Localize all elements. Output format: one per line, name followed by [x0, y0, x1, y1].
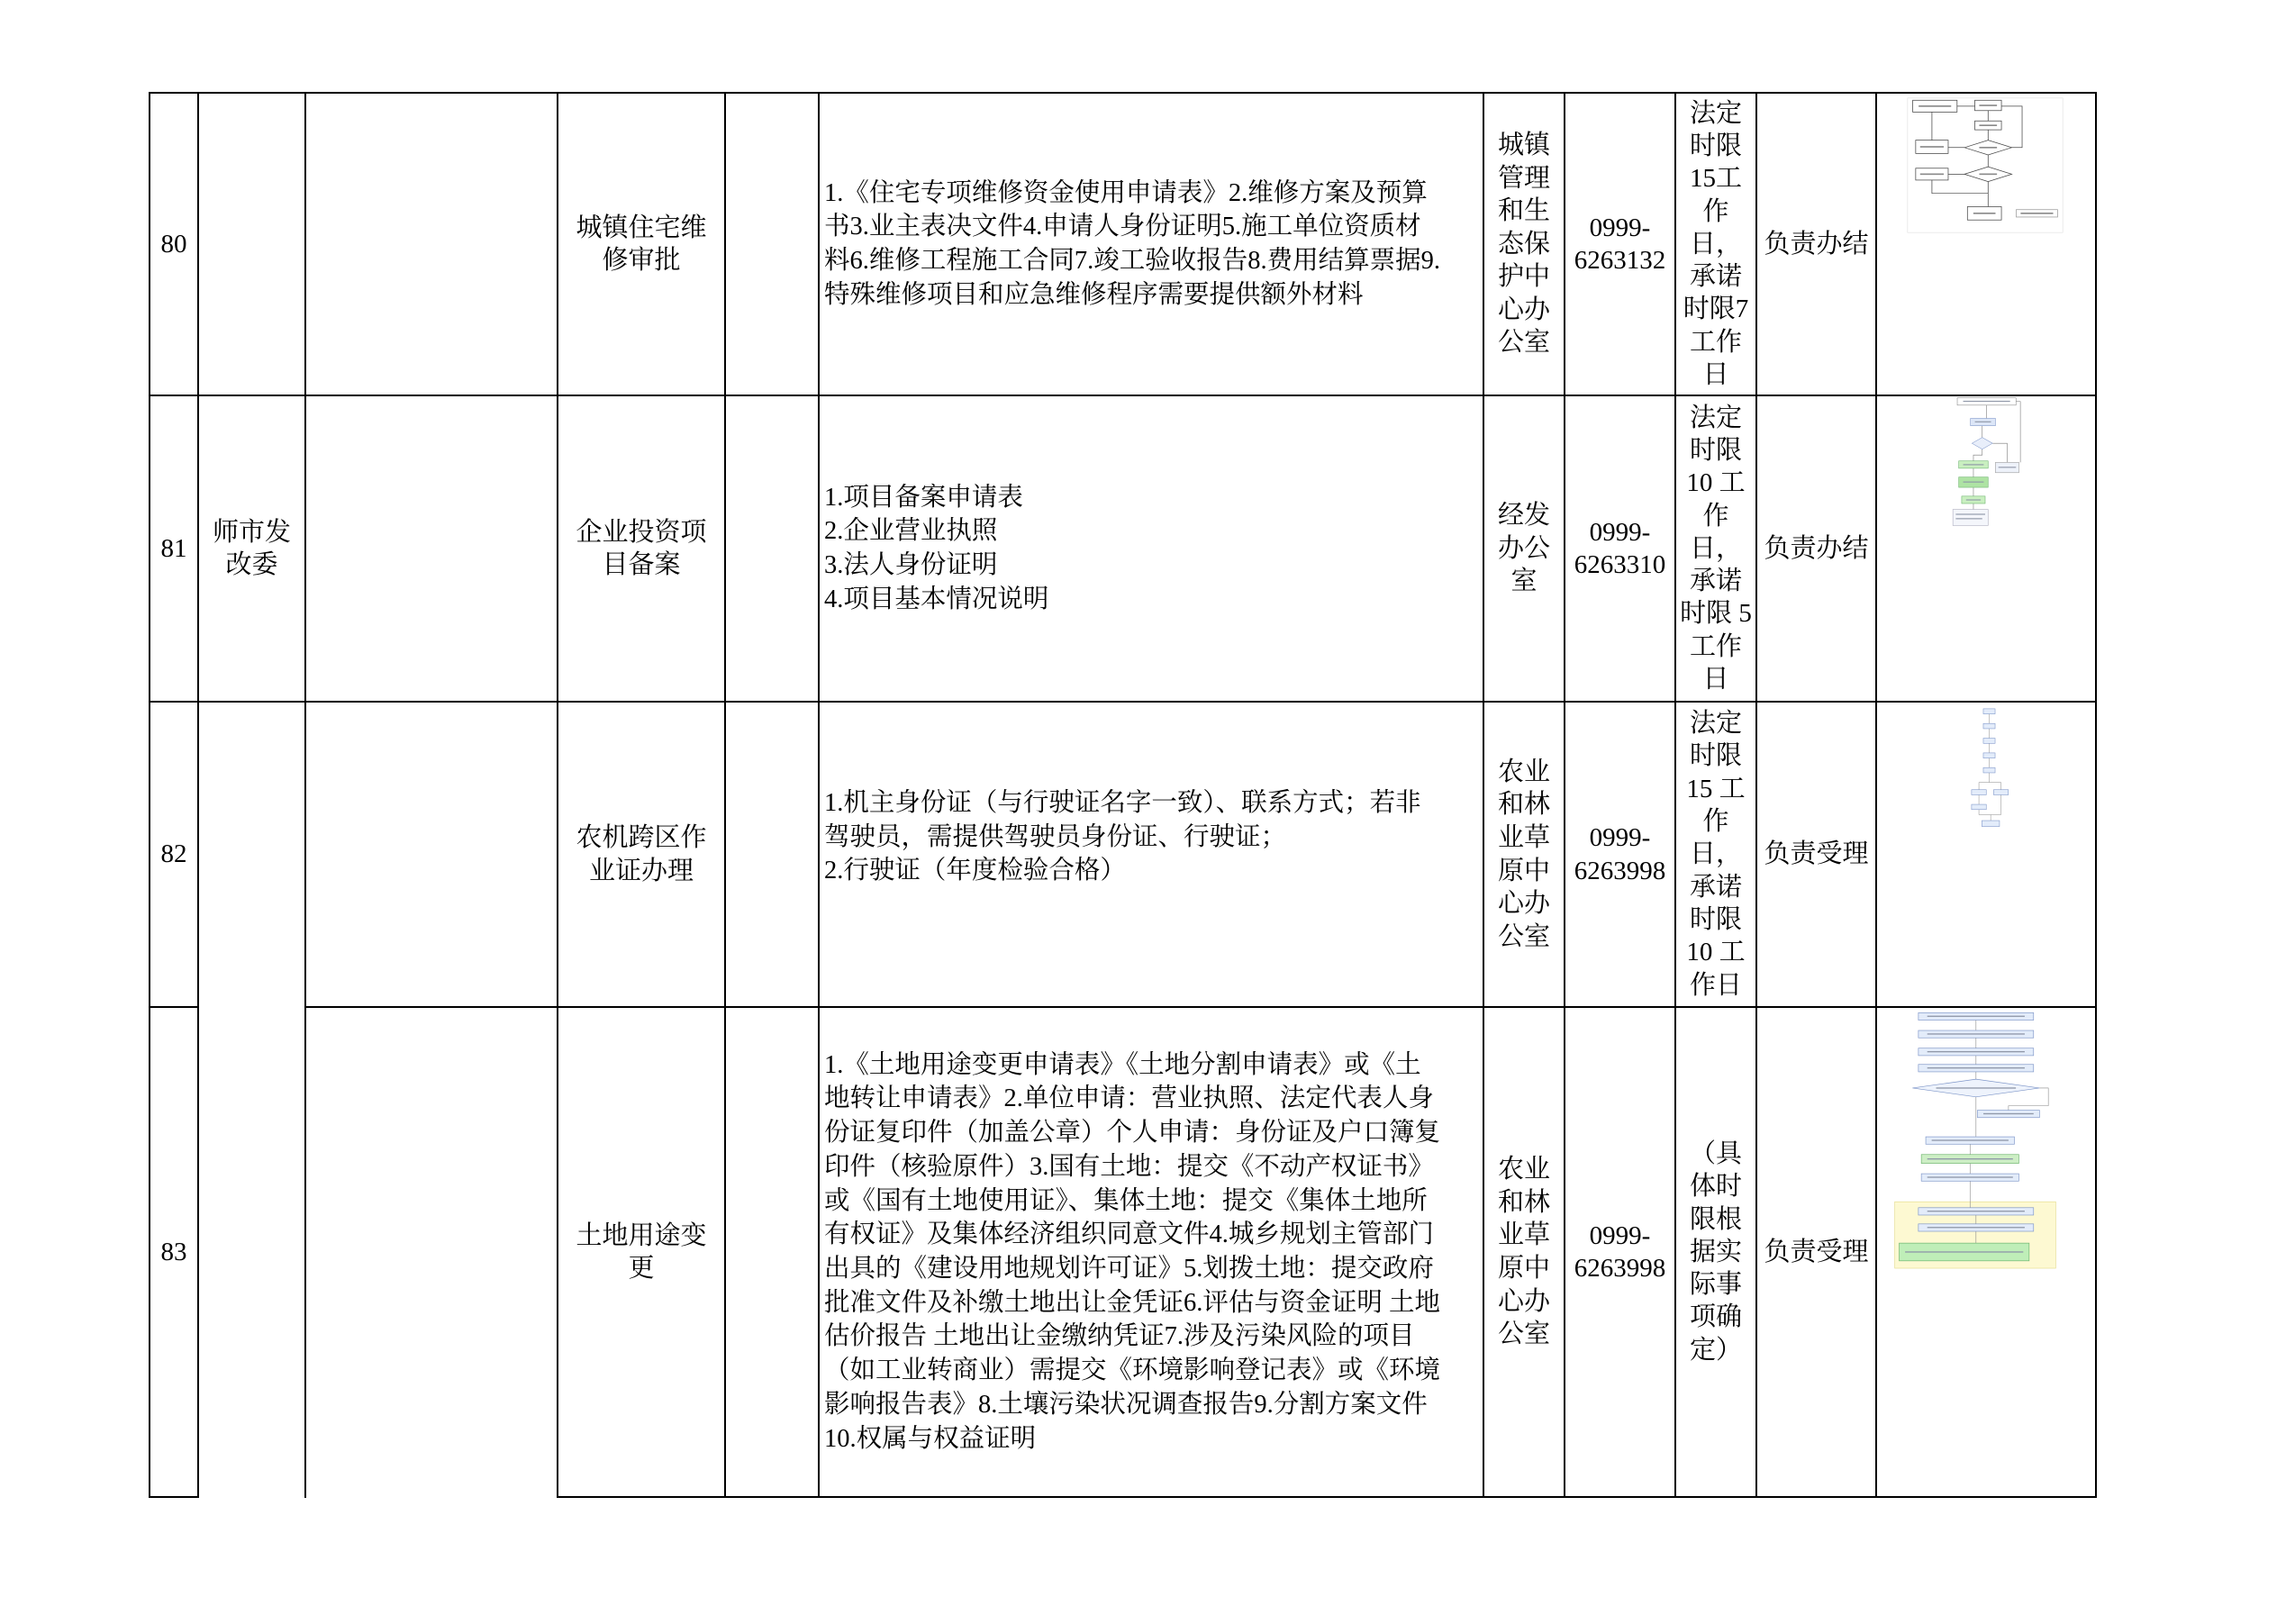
row-number-text: 80 [160, 229, 187, 259]
phone-cell [1565, 1007, 1675, 1497]
materials-line: 批准文件及补缴土地出让金凭证6.评估与资金证明 土地 [824, 1288, 1441, 1317]
office-line: 护中 [1497, 262, 1550, 292]
time-limit-line: 承诺 [1689, 262, 1742, 292]
office-line: 业草 [1497, 822, 1550, 852]
materials-line: 估价报告 土地出让金缴纳凭证7.涉及污染风险的项目 [824, 1322, 1415, 1351]
table-row [0, 702, 2295, 1007]
materials-line: 地转让申请表》2.单位申请：营业执照、法定代表人身 [824, 1084, 1434, 1113]
materials-line: 有权证》及集体经济组织同意文件4.城乡规划主管部门 [824, 1220, 1434, 1249]
time-limit-line: 工作 [1689, 631, 1742, 661]
materials-cell [819, 1007, 1483, 1497]
phone-line: 6263132 [1574, 246, 1666, 275]
item-name-line: 修审批 [602, 246, 681, 275]
time-limit-line: 承诺 [1689, 872, 1742, 902]
office-line: 经发 [1497, 501, 1550, 531]
row-number-text: 83 [160, 1237, 187, 1266]
office-line: 原中 [1497, 856, 1550, 885]
department-line: 师市发 [212, 517, 291, 547]
item-name-line: 城镇住宅维 [576, 213, 707, 242]
time-limit-line: 时限7 [1683, 295, 1749, 324]
phone-line: 0999- [1589, 517, 1651, 547]
materials-line: 2.行驶证（年度检验合格） [824, 857, 1126, 885]
materials-line: 书3.业主表决文件4.申请人身份证明5.施工单位资质材 [824, 213, 1421, 241]
materials-line: 印件（核验原件）3.国有土地：提交《不动产权证书》 [824, 1152, 1434, 1181]
time-limit-line: 日 [1702, 360, 1729, 390]
time-limit-line: 定） [1689, 1335, 1742, 1365]
time-limit-line: 时限 [1689, 741, 1742, 771]
office-line: 心办 [1497, 295, 1550, 324]
item-name-line: 农机跨区作 [576, 823, 707, 852]
responsibility-text: 负责受理 [1764, 1237, 1869, 1266]
time-limit-line: 日， [1689, 229, 1742, 259]
flowchart-thumbnail [1907, 97, 2064, 233]
time-limit-line: 承诺 [1689, 567, 1742, 596]
time-limit-line: 日 [1702, 665, 1729, 694]
item-name-line: 业证办理 [588, 856, 694, 885]
time-limit-line: （具 [1689, 1139, 1742, 1168]
responsibility-text: 负责办结 [1764, 229, 1869, 259]
item-name-line: 目备案 [602, 550, 681, 579]
time-limit-line: 工作 [1689, 327, 1742, 357]
phone-line: 0999- [1589, 823, 1651, 852]
department-line: 改委 [225, 550, 278, 579]
time-limit-line: 时限 5 [1680, 599, 1752, 629]
time-limit-line: 法定 [1689, 709, 1742, 739]
materials-cell [819, 395, 1483, 702]
time-limit-line: 10 工 [1686, 468, 1746, 498]
time-limit-line: 时限 [1689, 131, 1742, 160]
office-line: 和林 [1497, 790, 1550, 820]
office-line: 办公 [1497, 533, 1550, 563]
time-limit-line: 日， [1689, 533, 1742, 563]
office-line: 室 [1510, 567, 1538, 596]
materials-line: 份证复印件（加盖公章）个人申请：身份证及户口簿复 [824, 1119, 1441, 1148]
materials-line: 特殊维修项目和应急维修程序需要提供额外材料 [824, 280, 1364, 309]
row-number-cell [150, 702, 198, 1007]
office-line: 城镇 [1497, 130, 1550, 159]
time-limit-line: 法定 [1689, 98, 1742, 128]
responsibility-cell [1756, 1007, 1876, 1497]
item-name-cell [558, 395, 725, 702]
row-number-text: 82 [160, 839, 187, 869]
phone-line: 0999- [1589, 1220, 1651, 1250]
responsibility-text: 负责受理 [1764, 839, 1869, 869]
phone-cell [1565, 395, 1675, 702]
responsibility-cell [1756, 702, 1876, 1007]
time-limit-line: 15 工 [1686, 774, 1746, 803]
item-name-cell [558, 1007, 725, 1497]
time-limit-cell [1675, 1007, 1756, 1497]
item-name-line: 更 [628, 1254, 655, 1283]
time-limit-line: 作日 [1689, 970, 1742, 1000]
office-line: 公室 [1497, 328, 1550, 358]
phone-line: 6263998 [1574, 856, 1666, 885]
office-line: 业草 [1497, 1220, 1550, 1250]
office-line: 公室 [1497, 1320, 1550, 1349]
time-limit-line: 日， [1689, 839, 1742, 869]
phone-cell [1565, 93, 1675, 395]
responsibility-cell [1756, 93, 1876, 395]
time-limit-cell [1675, 395, 1756, 702]
materials-line: 3.法人身份证明 [824, 551, 998, 579]
materials-line: 驾驶员，需提供驾驶员身份证、行驶证； [824, 822, 1287, 851]
materials-line: 1.《住宅专项维修资金使用申请表》2.维修方案及预算 [824, 178, 1428, 207]
time-limit-cell [1675, 93, 1756, 395]
time-limit-line: 10 工 [1686, 938, 1746, 967]
time-limit-line: 作 [1702, 501, 1729, 531]
materials-line: 1.项目备案申请表 [824, 483, 1023, 512]
office-line: 和林 [1497, 1187, 1550, 1217]
materials-line: 影响报告表》8.土壤污染状况调查报告9.分割方案文件 [824, 1390, 1428, 1419]
office-cell [1483, 702, 1565, 1007]
item-name-line: 土地用途变 [576, 1220, 707, 1250]
time-limit-line: 项确 [1689, 1302, 1742, 1332]
materials-line: （如工业转商业）需提交《环境影响登记表》或《环境 [824, 1356, 1441, 1385]
office-line: 管理 [1497, 163, 1550, 193]
materials-line: 出具的《建设用地规划许可证》5.划拨土地：提交政府 [824, 1255, 1434, 1283]
materials-line: 2.企业营业执照 [824, 517, 998, 546]
time-limit-line: 体时 [1689, 1172, 1742, 1202]
materials-line: 10.权属与权益证明 [824, 1424, 1037, 1453]
item-name-line: 企业投资项 [576, 517, 707, 547]
flowchart-thumbnail [1946, 396, 2025, 531]
office-line: 农业 [1497, 757, 1550, 786]
responsibility-cell [1756, 395, 1876, 702]
row-number-cell [150, 1007, 198, 1497]
flowchart-thumbnail [1893, 1010, 2057, 1273]
materials-cell [819, 702, 1483, 1007]
time-limit-line: 作 [1702, 807, 1729, 837]
office-cell [1483, 395, 1565, 702]
materials-line: 1.《土地用途变更申请表》《土地分割申请表》或《土 [824, 1050, 1421, 1079]
phone-line: 6263998 [1574, 1254, 1666, 1283]
time-limit-line: 15工 [1689, 164, 1742, 194]
materials-line: 或《国有土地使用证》、集体土地：提交《集体土地所 [824, 1186, 1428, 1215]
office-line: 农业 [1497, 1155, 1550, 1184]
materials-line: 料6.维修工程施工合同7.竣工验收报告8.费用结算票据9. [824, 247, 1441, 275]
phone-cell [1565, 702, 1675, 1007]
time-limit-line: 际事 [1689, 1270, 1742, 1300]
item-name-cell [558, 93, 725, 395]
responsibility-text: 负责办结 [1764, 533, 1869, 563]
row-number-cell [150, 93, 198, 395]
department-cell [198, 395, 305, 702]
time-limit-line: 作 [1702, 196, 1729, 226]
materials-cell [819, 93, 1483, 395]
office-line: 公室 [1497, 921, 1550, 951]
time-limit-line: 时限 [1689, 435, 1742, 465]
office-line: 原中 [1497, 1254, 1550, 1283]
office-line: 和生 [1497, 196, 1550, 226]
materials-line: 4.项目基本情况说明 [824, 585, 1049, 613]
materials-line: 1.机主身份证（与行驶证名字一致）、联系方式；若非 [824, 788, 1421, 817]
row-number-text: 81 [160, 533, 187, 563]
time-limit-line: 限根 [1689, 1204, 1742, 1234]
phone-line: 0999- [1589, 213, 1651, 242]
office-line: 态保 [1497, 229, 1550, 259]
time-limit-line: 法定 [1689, 403, 1742, 432]
phone-line: 6263310 [1574, 550, 1666, 579]
office-line: 心办 [1497, 889, 1550, 919]
time-limit-line: 据实 [1689, 1237, 1742, 1266]
office-line: 心办 [1497, 1286, 1550, 1316]
time-limit-cell [1675, 702, 1756, 1007]
item-name-cell [558, 702, 725, 1007]
row-number-cell [150, 395, 198, 702]
office-cell [1483, 1007, 1565, 1497]
flowchart-thumbnail [1963, 704, 2016, 837]
office-cell [1483, 93, 1565, 395]
time-limit-line: 时限 [1689, 904, 1742, 934]
